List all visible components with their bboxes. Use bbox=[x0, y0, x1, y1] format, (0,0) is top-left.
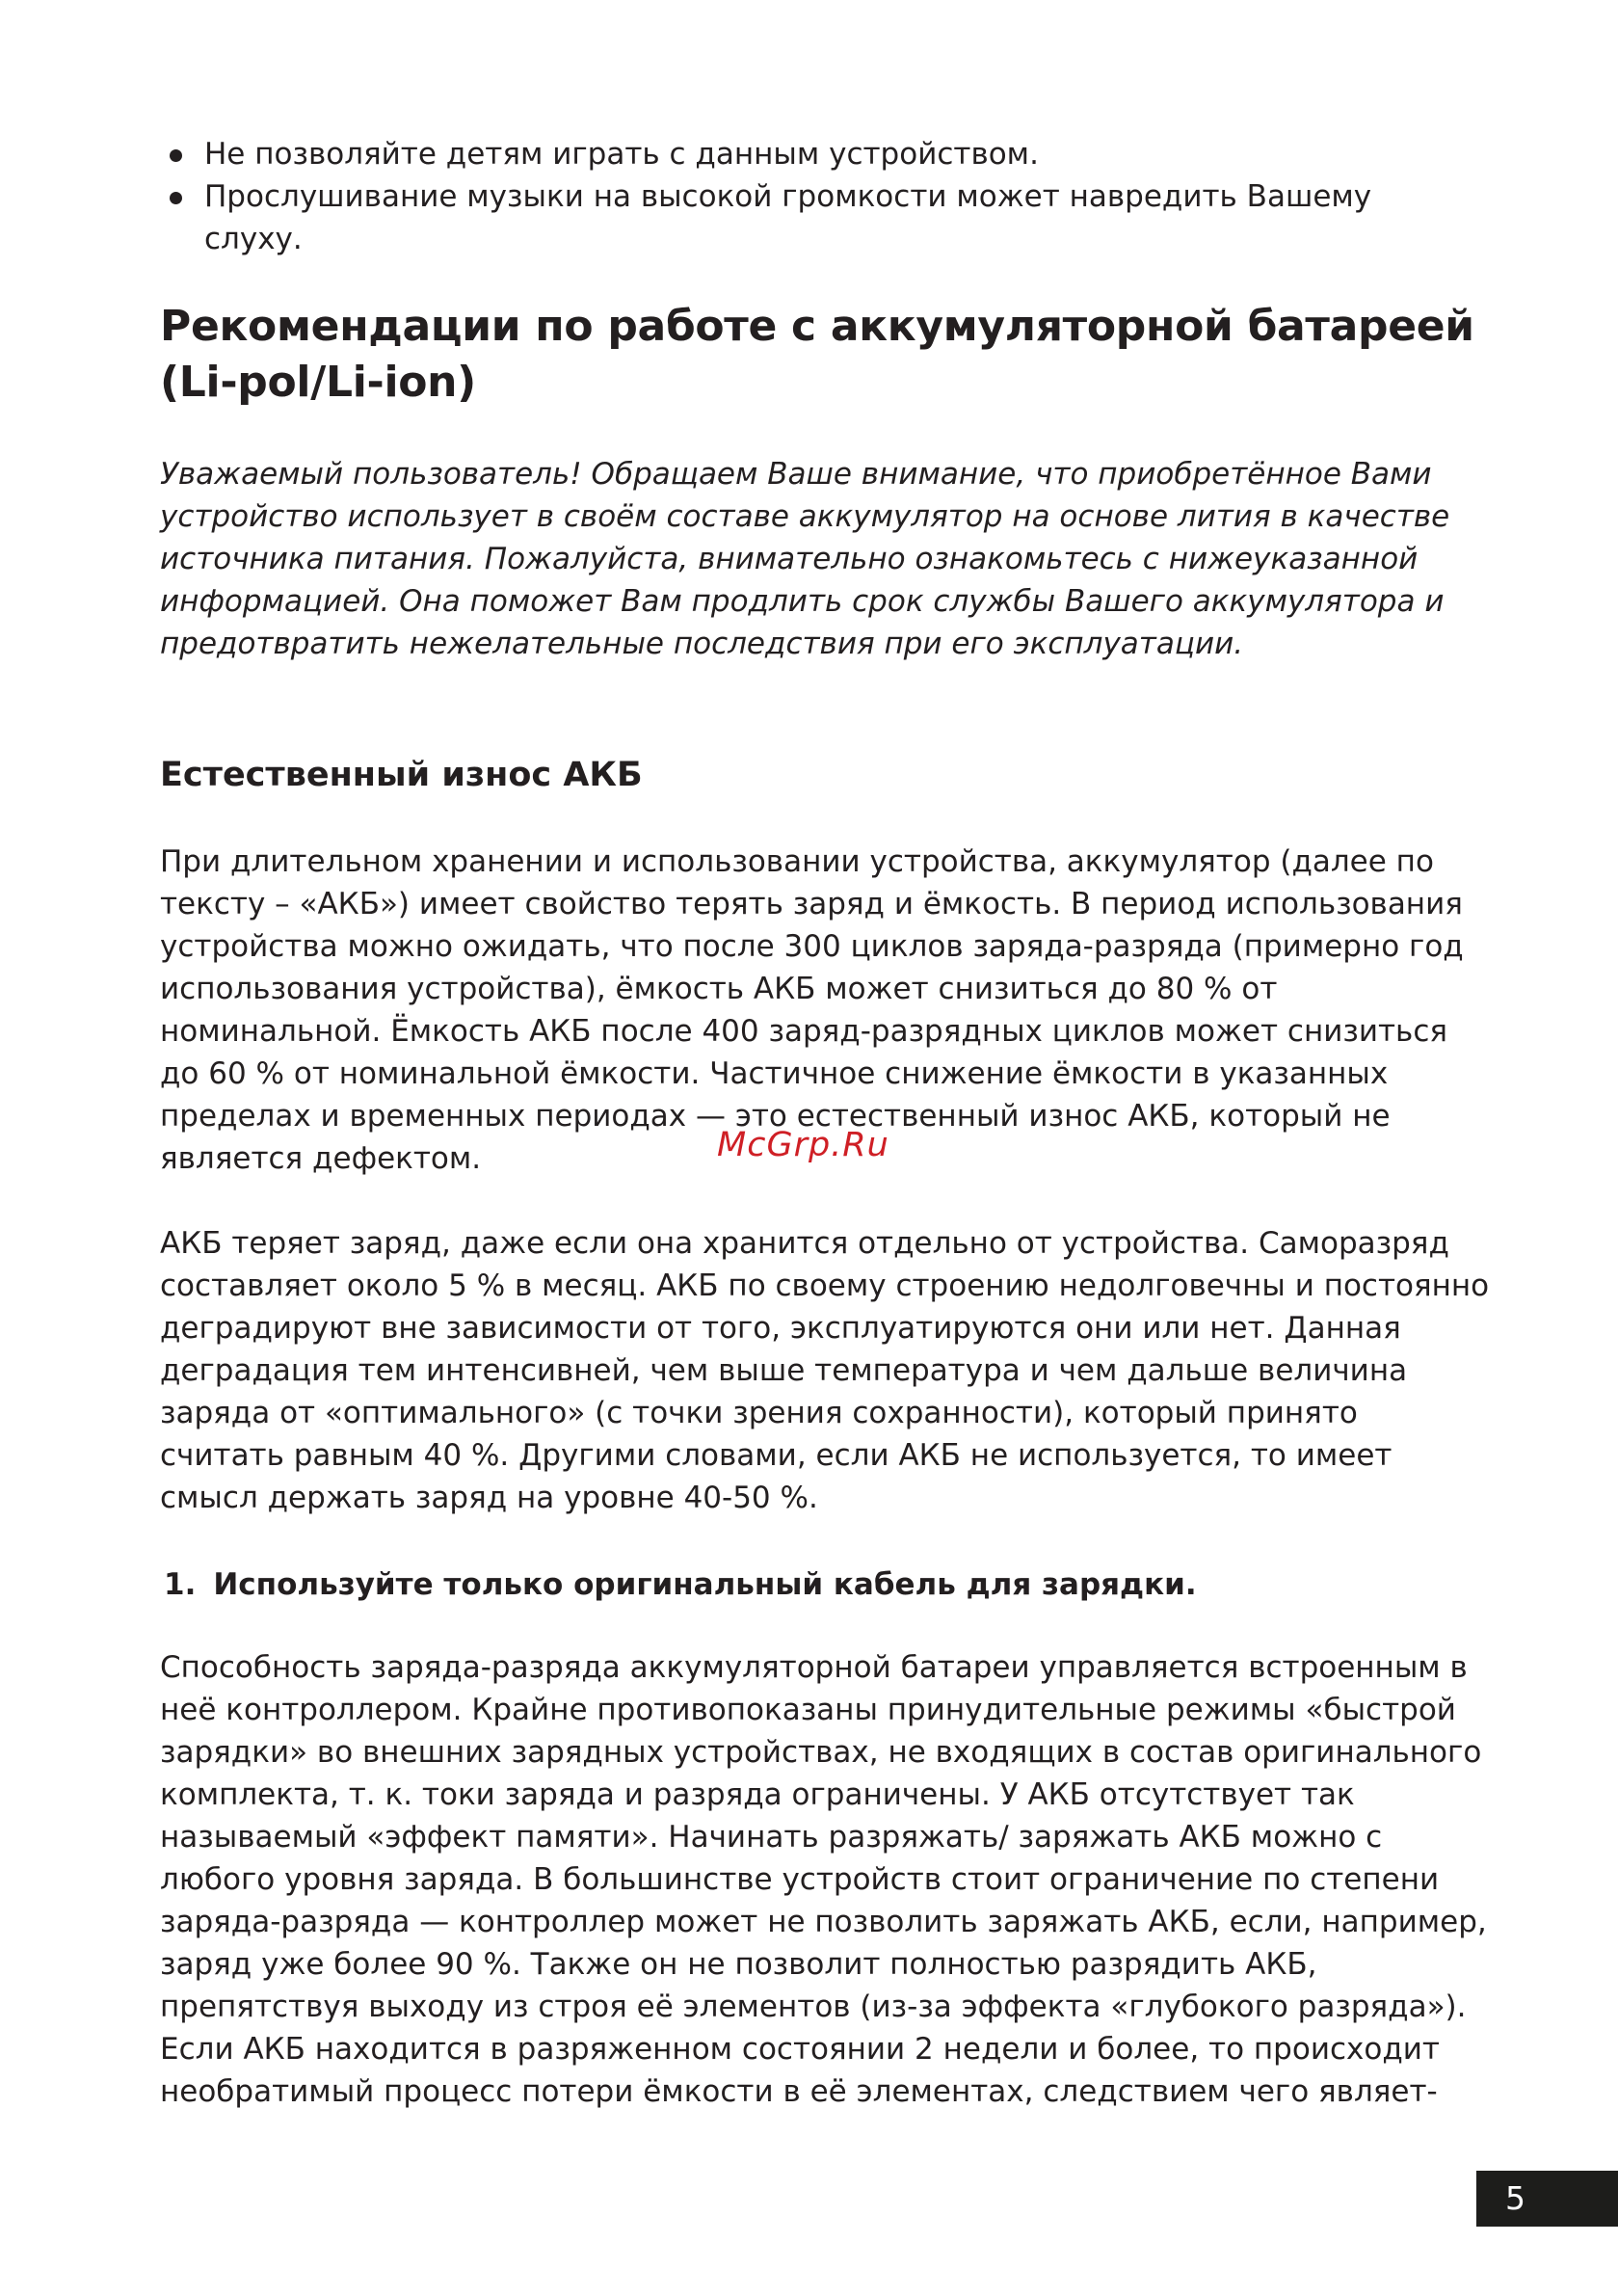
page-number-box bbox=[1476, 2171, 1618, 2227]
self-discharge-paragraph: АКБ теряет заряд, даже если она хранится отдельно от устройства. Саморазряд составляет около 5 % в месяц. АКБ по своему строению недолговечны и постоянно деградируют вне зависимости от того, эксплуатируются они или нет. Данная деградация тем интенсивней, чем выше температура и чем дальше величина заряда от «оптимального» (с точки зрения сохранности), который принято считать равным 40 %. Другими словами, если АКБ не используется, то имеет смысл держать заряд на уровне 40-50 %. bbox=[160, 1226, 1490, 1515]
natural-wear-heading: Естественный износ АКБ bbox=[160, 756, 643, 794]
item-number: 1. bbox=[164, 1567, 197, 1602]
page-number: 5 bbox=[1505, 2179, 1525, 2217]
watermark-text: McGrp.Ru bbox=[717, 1126, 889, 1164]
intro-paragraph: Уважаемый пользователь! Обращаем Ваше внимание, что приобретённое Вами устройство использует в своём составе аккумулятор на основе лития в качестве источника питания. Пожалуйста, внимательно ознакомьтесь с нижеуказанной информацией. Она поможет Вам продлить срок службы Вашего аккумулятора и предотвратить нежелательные последствия при его эксплуатации. bbox=[160, 457, 1450, 661]
item-text: Используйте только оригинальный кабель для зарядки. bbox=[213, 1567, 1197, 1602]
safety-bullet-list bbox=[166, 133, 1476, 260]
numbered-heading-original-cable bbox=[164, 1563, 1197, 1606]
battery-recommendations-heading: Рекомендации по работе с аккумуляторной батареей (Li-pol/Li-ion) bbox=[160, 302, 1474, 407]
charging-paragraph: Способность заряда-разряда аккумуляторной батареи управляется встроенным в неё контроллером. Крайне противопоказаны принудительные режимы «быстрой зарядки» во внешних зарядных устройствах, не входящих в состав оригинального комплекта, т. к. токи заряда и разряда ограничены. У АКБ отсутствует так называемый «эффект памяти». Начинать разряжать/ заряжать АКБ можно с любого уровня заряда. В большинстве устройств стоит ограничение по степени заряда-разряда — контроллер может не позволить заряжать АКБ, если, например, заряд уже более 90 %. Также он не позволит полностью разрядить АКБ, препятствуя выходу из строя её элементов (из-за эффекта «глубокого разряда»). Если АКБ находится в разряженном состоянии 2 недели и более, то происходит необратимый процесс потери ёмкости в её элементах, следствием чего являет- bbox=[160, 1650, 1487, 2109]
wear-paragraph: При длительном хранении и использовании устройства, аккумулятор (далее по тексту – «АКБ») имеет свойство терять заряд и ёмкость. В период использования устройства можно ожидать, что после 300 циклов заряда-разряда (примерно год использования устройства), ёмкость АКБ может снизиться до 80 % от номинальной. Ёмкость АКБ после 400 заряд-разрядных циклов может снизиться до 60 % от номинальной ёмкости. Частичное снижение ёмкости в указанных пределах и временных периодах — это естественный износ АКБ, который не является дефектом. bbox=[160, 844, 1464, 1176]
bullet-item: Не позволяйте детям играть с данным устройством. bbox=[166, 133, 1476, 175]
bullet-item: Прослушивание музыки на высокой громкости может навредить Вашему слуху. bbox=[166, 175, 1476, 260]
